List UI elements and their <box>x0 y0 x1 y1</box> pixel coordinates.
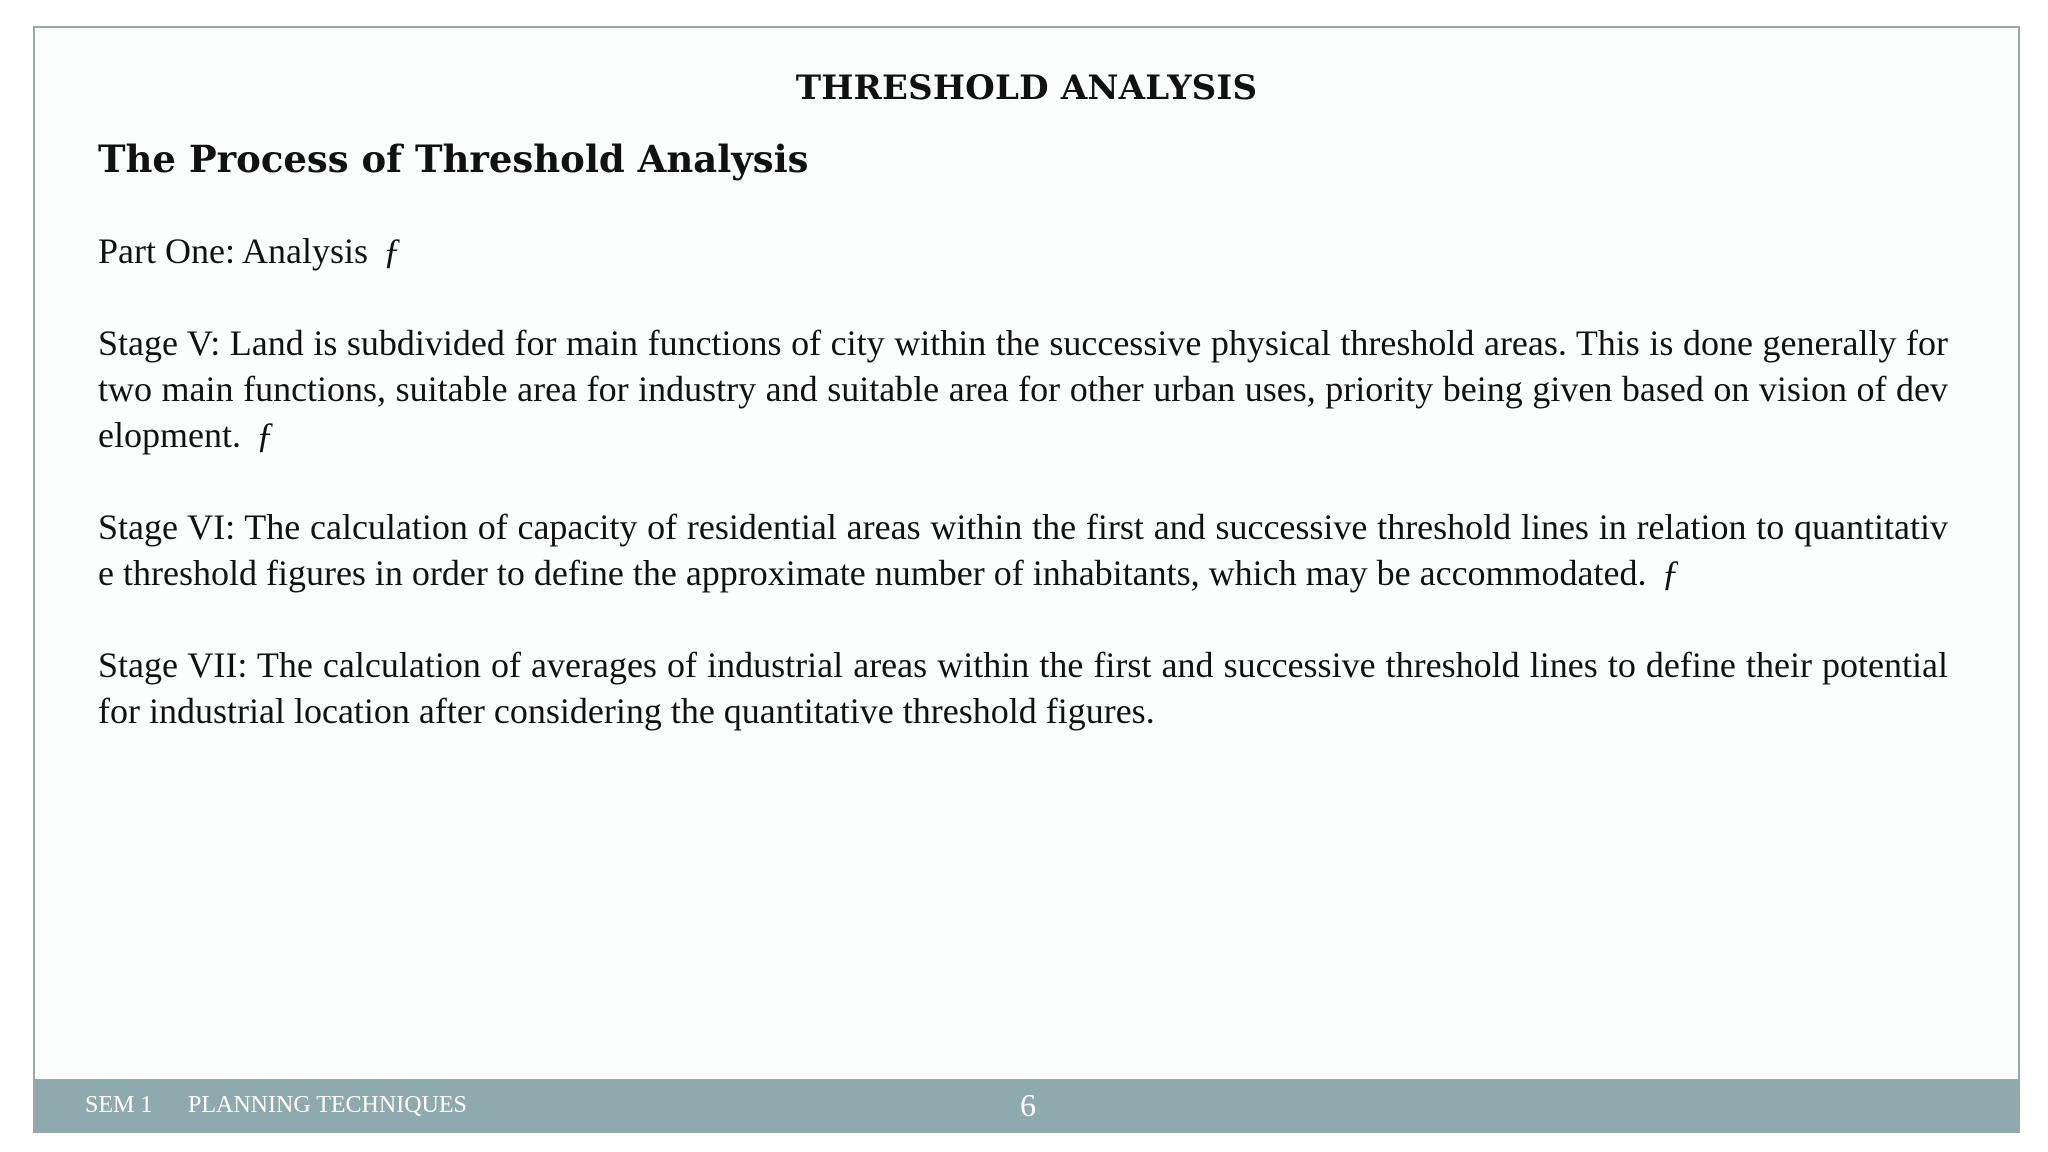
paragraph-text: Part One: Analysis <box>98 231 368 271</box>
paragraph-text: Stage VII: The calculation of averages of industrial areas within the first and successive threshold lines to define their potential for industrial location after considering the quantitative threshold figures. <box>98 645 1948 731</box>
footer-semester: SEM 1 <box>85 1092 153 1118</box>
paragraph-part-one <box>98 228 1948 274</box>
paragraph-text: Stage V: Land is subdivided for main functions of city within the successive physical threshold areas. This is done generally for two main functions, suitable area for industry and suitable area for other urban uses, priority being given based on vision of development. <box>98 323 1948 455</box>
bullet-glyph: ƒ <box>1661 553 1680 593</box>
paragraph-stage-vi <box>98 504 1948 596</box>
footer-course-name: PLANNING TECHNIQUES <box>188 1092 467 1118</box>
paragraph-stage-vii <box>98 642 1948 734</box>
slide-title: THRESHOLD ANALYSIS <box>795 68 1258 108</box>
slide-footer <box>35 1079 2018 1131</box>
paragraph-text: Stage VI: The calculation of capacity of residential areas within the first and successive threshold lines in relation to quantitative threshold figures in order to define the approximate number of inhabitants, which may be accommodated. <box>98 507 1948 593</box>
slide <box>33 26 2020 1133</box>
paragraph-stage-v <box>98 320 1948 458</box>
bullet-glyph: ƒ <box>255 415 274 455</box>
bullet-glyph: ƒ <box>382 231 401 271</box>
slide-subtitle: The Process of Threshold Analysis <box>98 137 809 181</box>
slide-content <box>98 136 1948 780</box>
page-number: 6 <box>1020 1087 1036 1123</box>
